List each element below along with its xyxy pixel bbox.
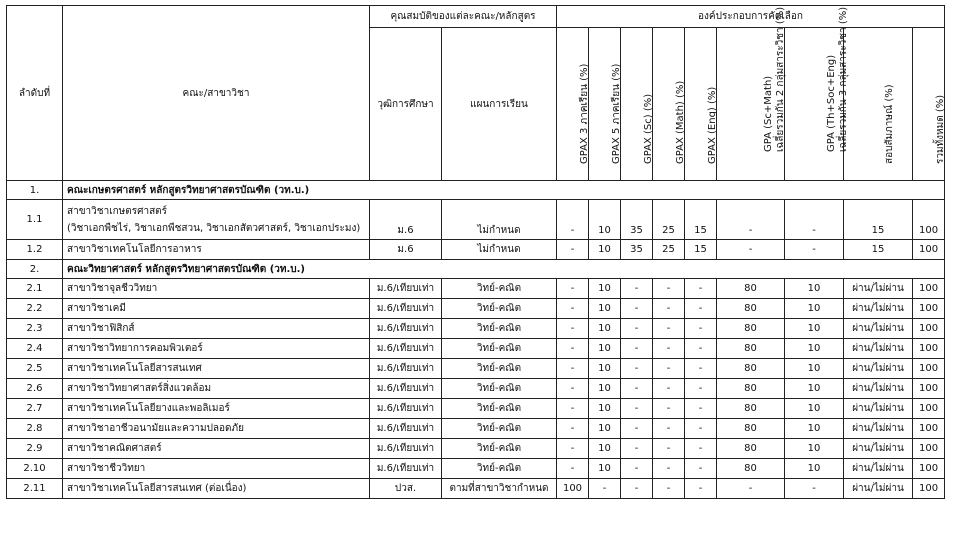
criterion-value: - [685, 399, 717, 419]
criterion-value: 100 [913, 200, 945, 240]
program-name [63, 459, 370, 479]
criterion-value: 100 [913, 399, 945, 419]
criterion-value: - [653, 419, 685, 439]
criterion-value: ผ่าน/ไม่ผ่าน [844, 399, 913, 419]
education-cell: ม.6/เทียบเท่า [370, 339, 442, 359]
criterion-value: 15 [685, 240, 717, 260]
criterion-value: 100 [913, 359, 945, 379]
criterion-value: - [621, 379, 653, 399]
criterion-value: - [557, 299, 589, 319]
criterion-value: 80 [717, 439, 785, 459]
criterion-value: 80 [717, 339, 785, 359]
header-criterion-label: GPAX 3 ภาคเรียน (%) [578, 63, 590, 164]
table-row [7, 279, 945, 299]
criterion-value: - [621, 479, 653, 499]
program-name-line: สาขาวิชาชีววิทยา [67, 463, 146, 474]
criterion-value: 10 [589, 359, 621, 379]
plan-cell: วิทย์-คณิต [442, 319, 557, 339]
row-number: 2.3 [7, 319, 63, 339]
criterion-value: - [621, 399, 653, 419]
criterion-value: 25 [653, 200, 685, 240]
education-cell: ม.6/เทียบเท่า [370, 279, 442, 299]
criterion-value: 10 [785, 359, 844, 379]
criterion-value: 15 [844, 240, 913, 260]
criterion-value: 25 [653, 240, 685, 260]
program-name-line: สาขาวิชาวิทยาศาสตร์สิ่งแวดล้อม [67, 383, 212, 394]
criterion-value: 15 [685, 200, 717, 240]
row-number: 1.2 [7, 240, 63, 260]
criterion-value: ผ่าน/ไม่ผ่าน [844, 459, 913, 479]
criterion-value: - [653, 399, 685, 419]
section-number: 1. [7, 181, 63, 200]
plan-cell: ไม่กำหนด [442, 240, 557, 260]
criterion-value: - [653, 339, 685, 359]
plan-cell: วิทย์-คณิต [442, 299, 557, 319]
criterion-value: - [621, 439, 653, 459]
table-row [7, 439, 945, 459]
table-row [7, 339, 945, 359]
plan-cell: วิทย์-คณิต [442, 279, 557, 299]
criterion-value: ผ่าน/ไม่ผ่าน [844, 379, 913, 399]
program-name [63, 419, 370, 439]
table-row [7, 359, 945, 379]
education-cell: ม.6/เทียบเท่า [370, 379, 442, 399]
criterion-value: ผ่าน/ไม่ผ่าน [844, 439, 913, 459]
criterion-value: 80 [717, 419, 785, 439]
criterion-value: - [589, 479, 621, 499]
admission-criteria-table [6, 5, 945, 499]
criterion-value: 10 [589, 299, 621, 319]
header-criterion-label: GPAX (Sc) (%) [642, 93, 654, 164]
criterion-value: - [557, 200, 589, 240]
section-title: คณะเกษตรศาสตร์ หลักสูตรวิทยาศาสตรบัณฑิต (วท.บ.) [63, 181, 945, 200]
criterion-value: - [653, 459, 685, 479]
education-cell: ม.6/เทียบเท่า [370, 359, 442, 379]
education-cell: ม.6/เทียบเท่า [370, 299, 442, 319]
criterion-value: - [685, 339, 717, 359]
criterion-value: - [557, 240, 589, 260]
criterion-value: - [685, 319, 717, 339]
program-name [63, 240, 370, 260]
criterion-value: - [653, 299, 685, 319]
table-row [7, 319, 945, 339]
header-criterion-label: GPA (Sc+Math) [762, 75, 774, 152]
criterion-value: - [557, 339, 589, 359]
section-title: คณะวิทยาศาสตร์ หลักสูตรวิทยาศาสตรบัณฑิต (วท.บ.) [63, 260, 945, 279]
program-name [63, 319, 370, 339]
criterion-value: ผ่าน/ไม่ผ่าน [844, 299, 913, 319]
education-cell: ปวส. [370, 479, 442, 499]
header-criterion [785, 6, 849, 181]
criterion-value: ผ่าน/ไม่ผ่าน [844, 479, 913, 499]
row-number: 2.8 [7, 419, 63, 439]
row-number: 2.2 [7, 299, 63, 319]
row-number: 2.1 [7, 279, 63, 299]
program-name-line: สาขาวิชาอาชีวอนามัยและความปลอดภัย [67, 423, 245, 434]
criterion-value: - [685, 439, 717, 459]
row-number: 2.6 [7, 379, 63, 399]
criterion-value: 100 [913, 419, 945, 439]
criterion-value: 100 [557, 479, 589, 499]
program-name [63, 479, 370, 499]
plan-cell: วิทย์-คณิต [442, 379, 557, 399]
education-cell: ม.6/เทียบเท่า [370, 399, 442, 419]
education-cell: ม.6/เทียบเท่า [370, 439, 442, 459]
criterion-value: - [685, 379, 717, 399]
criterion-value: - [621, 299, 653, 319]
criterion-value: - [717, 240, 785, 260]
criterion-value: 10 [785, 339, 844, 359]
program-name [63, 339, 370, 359]
program-name-line: สาขาวิชาฟิสิกส์ [67, 323, 135, 334]
program-name-line: สาขาวิชาเทคโนโลยียางและพอลิเมอร์ [67, 403, 230, 414]
criterion-value: 10 [589, 319, 621, 339]
header-criterion-label: รวมทั้งหมด (%) [934, 94, 946, 164]
criterion-value: 10 [589, 339, 621, 359]
criterion-value: 80 [717, 319, 785, 339]
table-row [7, 299, 945, 319]
header-order: ลำดับที่ [7, 6, 63, 181]
criterion-value: 80 [717, 279, 785, 299]
program-name [63, 359, 370, 379]
header-criteria-group: องค์ประกอบการคัดเลือก [557, 6, 945, 28]
header-criterion [685, 28, 717, 181]
criterion-value: 100 [913, 479, 945, 499]
criterion-value: 10 [589, 419, 621, 439]
header-criterion-label: เฉลี่ยรวมกัน 2 กลุ่มสาระวิชา (%) [774, 6, 786, 152]
criterion-value: - [621, 359, 653, 379]
header-education: วุฒิการศึกษา [370, 28, 442, 181]
plan-cell: วิทย์-คณิต [442, 359, 557, 379]
program-name [63, 379, 370, 399]
criterion-value: 80 [717, 399, 785, 419]
row-number: 1.1 [7, 200, 63, 240]
criterion-value: 10 [785, 459, 844, 479]
program-name [63, 439, 370, 459]
criterion-value: 100 [913, 339, 945, 359]
criterion-value: - [785, 240, 844, 260]
section-number: 2. [7, 260, 63, 279]
criterion-value: - [717, 200, 785, 240]
criterion-value: - [621, 339, 653, 359]
row-number: 2.7 [7, 399, 63, 419]
plan-cell: ตามที่สาขาวิชากำหนด [442, 479, 557, 499]
criterion-value: - [653, 319, 685, 339]
header-criterion [621, 28, 653, 181]
criterion-value: 80 [717, 459, 785, 479]
program-name-line: สาขาวิชาเทคโนโลยีสารสนเทศ (ต่อเนื่อง) [67, 483, 247, 494]
criterion-value: 80 [717, 359, 785, 379]
header-qualifications-group: คุณสมบัติของแต่ละคณะ/หลักสูตร [370, 6, 557, 28]
criterion-value: - [557, 279, 589, 299]
criterion-value: 100 [913, 319, 945, 339]
program-name-line: สาขาวิชาวิทยาการคอมพิวเตอร์ [67, 343, 203, 354]
program-name [63, 200, 370, 240]
criterion-value: - [685, 279, 717, 299]
criterion-value: - [557, 399, 589, 419]
header-criterion [653, 28, 685, 181]
criterion-value: - [785, 200, 844, 240]
table-body [7, 181, 945, 499]
criterion-value: - [557, 359, 589, 379]
header-criterion-label: GPAX 5 ภาคเรียน (%) [610, 63, 622, 164]
criterion-value: - [685, 479, 717, 499]
criterion-value: - [621, 279, 653, 299]
criterion-value: 100 [913, 279, 945, 299]
plan-cell: วิทย์-คณิต [442, 439, 557, 459]
criterion-value: 10 [785, 399, 844, 419]
criterion-value: 10 [785, 279, 844, 299]
program-name [63, 299, 370, 319]
criterion-value: 10 [785, 299, 844, 319]
criterion-value: 35 [621, 240, 653, 260]
header-criterion-label: GPAX (Math) (%) [674, 80, 686, 164]
criterion-value: 10 [589, 379, 621, 399]
program-name-line: สาขาวิชาเคมี [67, 303, 126, 314]
criterion-value: ผ่าน/ไม่ผ่าน [844, 339, 913, 359]
program-name [63, 279, 370, 299]
criterion-value: 15 [844, 200, 913, 240]
program-name-line: สาขาวิชาจุลชีววิทยา [67, 283, 158, 294]
education-cell: ม.6/เทียบเท่า [370, 459, 442, 479]
criterion-value: - [685, 359, 717, 379]
criterion-value: - [685, 419, 717, 439]
header-criterion-label: สอบสัมภาษณ์ (%) [884, 84, 895, 164]
criterion-value: - [653, 359, 685, 379]
criterion-value: - [621, 319, 653, 339]
criterion-value: 100 [913, 299, 945, 319]
criterion-value: 35 [621, 200, 653, 240]
criterion-value: 10 [785, 319, 844, 339]
row-number: 2.11 [7, 479, 63, 499]
header-criterion-label: เฉลี่ยรวมกัน 3 กลุ่มสาระวิชา (%) [838, 6, 849, 152]
plan-cell: วิทย์-คณิต [442, 459, 557, 479]
criterion-value: 100 [913, 240, 945, 260]
plan-cell: วิทย์-คณิต [442, 399, 557, 419]
criterion-value: 10 [589, 399, 621, 419]
criterion-value: - [785, 479, 844, 499]
criterion-value: - [557, 419, 589, 439]
table-row [7, 200, 945, 240]
table-row [7, 419, 945, 439]
section-row [7, 260, 945, 279]
table-row [7, 379, 945, 399]
table-header [7, 6, 945, 181]
table-row [7, 240, 945, 260]
education-cell: ม.6/เทียบเท่า [370, 419, 442, 439]
header-criterion [589, 28, 621, 181]
table-row [7, 399, 945, 419]
education-cell: ม.6/เทียบเท่า [370, 319, 442, 339]
criterion-value: 100 [913, 439, 945, 459]
criterion-value: ผ่าน/ไม่ผ่าน [844, 359, 913, 379]
criterion-value: - [653, 439, 685, 459]
criterion-value: - [557, 379, 589, 399]
criterion-value: 10 [785, 419, 844, 439]
education-cell: ม.6 [370, 240, 442, 260]
header-criterion [557, 28, 589, 181]
criterion-value: ผ่าน/ไม่ผ่าน [844, 319, 913, 339]
criterion-value: - [557, 319, 589, 339]
admission-criteria-sheet [6, 5, 945, 499]
table-row [7, 459, 945, 479]
plan-cell: วิทย์-คณิต [442, 339, 557, 359]
criterion-value: 10 [589, 240, 621, 260]
criterion-value: 10 [589, 439, 621, 459]
row-number: 2.10 [7, 459, 63, 479]
row-number: 2.4 [7, 339, 63, 359]
header-criterion-label: GPAX (Eng) (%) [706, 86, 718, 164]
header-criterion [844, 28, 913, 181]
program-name-line: สาขาวิชาเทคโนโลยีการอาหาร [67, 244, 202, 255]
criterion-value: - [653, 279, 685, 299]
criterion-value: - [717, 479, 785, 499]
criterion-value: 100 [913, 459, 945, 479]
criterion-value: - [653, 479, 685, 499]
criterion-value: 80 [717, 299, 785, 319]
criterion-value: 10 [589, 200, 621, 240]
criterion-value: - [621, 419, 653, 439]
criterion-value: 100 [913, 379, 945, 399]
criterion-value: ผ่าน/ไม่ผ่าน [844, 279, 913, 299]
plan-cell: ไม่กำหนด [442, 200, 557, 240]
criterion-value: ผ่าน/ไม่ผ่าน [844, 419, 913, 439]
header-criterion [913, 28, 945, 181]
education-cell: ม.6 [370, 200, 442, 240]
plan-cell: วิทย์-คณิต [442, 419, 557, 439]
header-criterion-label: GPA (Th+Soc+Eng) [826, 54, 837, 152]
criterion-value: 10 [785, 439, 844, 459]
section-row [7, 181, 945, 200]
program-name-line: สาขาวิชาเทคโนโลยีสารสนเทศ [67, 363, 202, 374]
criterion-value: - [557, 439, 589, 459]
header-plan: แผนการเรียน [442, 28, 557, 181]
table-row [7, 479, 945, 499]
criterion-value: 80 [717, 379, 785, 399]
program-name-line: สาขาวิชาคณิตศาสตร์ [67, 443, 162, 454]
program-name [63, 399, 370, 419]
criterion-value: - [557, 459, 589, 479]
criterion-value: - [653, 379, 685, 399]
criterion-value: 10 [589, 279, 621, 299]
row-number: 2.9 [7, 439, 63, 459]
header-faculty: คณะ/สาขาวิชา [63, 6, 370, 181]
criterion-value: 10 [785, 379, 844, 399]
program-name-line: สาขาวิชาเกษตรศาสตร์ [67, 205, 168, 217]
criterion-value: - [685, 459, 717, 479]
criterion-value: 10 [589, 459, 621, 479]
criterion-value: - [685, 299, 717, 319]
row-number: 2.5 [7, 359, 63, 379]
criterion-value: - [621, 459, 653, 479]
program-majors-line: (วิชาเอกพืชไร่, วิชาเอกพืชสวน, วิชาเอกสัตวศาสตร์, วิชาเอกประมง) [67, 222, 361, 234]
